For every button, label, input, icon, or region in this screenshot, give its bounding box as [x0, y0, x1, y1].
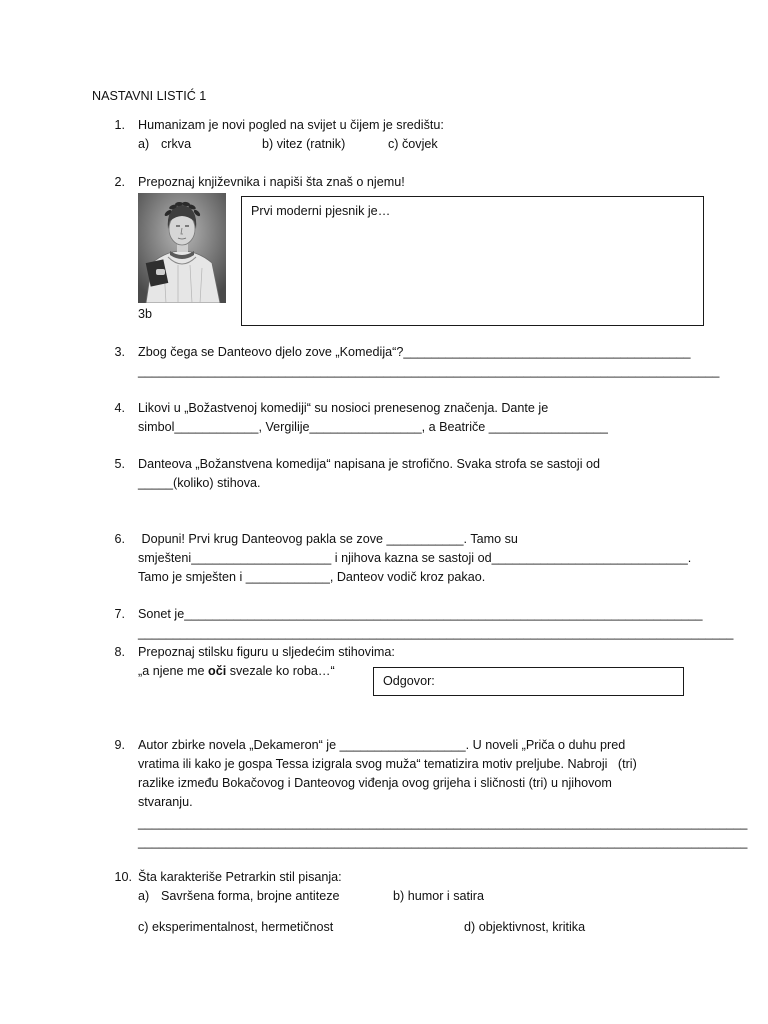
question-9-answer-line-1[interactable]: _______________________________________________________________________________________ — [138, 816, 748, 830]
question-8-verse — [138, 662, 335, 681]
question-2-box-prompt: Prvi moderni pjesnik je… — [251, 204, 391, 218]
question-10-option-c[interactable]: c) eksperimentalnost, hermetičnost — [138, 920, 334, 934]
question-9-number: 9. — [114, 738, 125, 752]
question-7-answer-line[interactable]: _____________________________________________________________________________________ — [138, 626, 734, 640]
question-8-answer-box[interactable] — [373, 667, 684, 696]
question-10-option-d[interactable]: d) objektivnost, kritika — [464, 920, 586, 934]
question-4-text-line-2[interactable]: simbol____________, Vergilije________________, a Beatriče _________________ — [138, 420, 608, 434]
question-1-number: 1. — [114, 118, 125, 132]
verse-part-2: svezale ko roba…“ — [226, 664, 335, 678]
question-10-option-a[interactable]: Savršena forma, brojne antiteze — [161, 889, 340, 903]
question-6-text-line-3[interactable]: Tamo je smješten i ____________, Danteov vodič kroz pakao. — [138, 570, 486, 584]
question-3-number: 3. — [114, 345, 125, 359]
question-1-option-a-letter: a) — [138, 137, 150, 151]
question-3-text[interactable]: Zbog čega se Danteovo djelo zove „Komedija“?_________________________________________ — [138, 345, 691, 359]
question-10-text: Šta karakteriše Petrarkin stil pisanja: — [138, 870, 342, 884]
question-5-text-line-1: Danteova „Božanstvena komedija“ napisana je strofično. Svaka strofa se sastoji od — [138, 457, 601, 471]
question-2-answer-box[interactable] — [241, 196, 704, 326]
question-5-number: 5. — [114, 457, 125, 471]
question-10-number: 10. — [114, 870, 132, 884]
question-1-option-c[interactable]: c) čovjek — [388, 137, 438, 151]
question-4-text-line-1: Likovi u „Božastvenoj komediji“ su nosioci prenesenog značenja. Dante je — [138, 401, 549, 415]
question-1-option-b[interactable]: b) vitez (ratnik) — [262, 137, 346, 151]
question-6-text-line-1[interactable]: Dopuni! Prvi krug Danteovog pakla se zove ___________. Tamo su — [138, 532, 518, 546]
verse-bold-word: oči — [208, 664, 227, 678]
question-10-option-b[interactable]: b) humor i satira — [393, 889, 484, 903]
question-9-text-line-3: razlike između Bokačovog i Danteovog viđenja ovog grijeha i sličnosti (tri) u njihovom — [138, 776, 612, 790]
worksheet-title: NASTAVNI LISTIĆ 1 — [92, 89, 207, 103]
question-5-text-line-2[interactable]: _____(koliko) stihova. — [138, 476, 261, 490]
question-8-number: 8. — [114, 645, 125, 659]
question-6-number: 6. — [114, 532, 125, 546]
portrait-image — [138, 193, 226, 303]
question-8-text: Prepoznaj stilsku figuru u sljedećim stihovima: — [138, 645, 395, 659]
question-4-number: 4. — [114, 401, 125, 415]
question-8-answer-label: Odgovor: — [383, 674, 435, 688]
question-2-points: 3b — [138, 307, 153, 321]
question-3-answer-line[interactable]: ___________________________________________________________________________________ — [138, 364, 720, 378]
question-9-text-line-4: stvaranju. — [138, 795, 193, 809]
question-7-text[interactable]: Sonet je__________________________________________________________________________ — [138, 607, 703, 621]
question-2-number: 2. — [114, 175, 125, 189]
question-7-number: 7. — [114, 607, 125, 621]
question-6-text-line-2[interactable]: smješteni____________________ i njihova kazna se sastoji od____________________________. — [138, 551, 692, 565]
question-9-text-line-2: vratima ili kako je gospa Tessa izigrala svog muža“ tematizira motiv preljube. Nabroji (tri) — [138, 757, 637, 771]
question-9-text-line-1[interactable]: Autor zbirke novela „Dekameron“ je __________________. U noveli „Priča o duhu pred — [138, 738, 626, 752]
question-1-text: Humanizam je novi pogled na svijet u čijem je središtu: — [138, 118, 444, 132]
verse-part-1: „a njene me — [138, 664, 209, 678]
poet-portrait-icon — [138, 193, 226, 303]
question-2-text: Prepoznaj književnika i napiši šta znaš o njemu! — [138, 175, 405, 189]
question-1-option-a[interactable]: crkva — [161, 137, 192, 151]
question-9-answer-line-2[interactable]: _______________________________________________________________________________________ — [138, 835, 748, 849]
question-10-option-a-letter: a) — [138, 889, 150, 903]
